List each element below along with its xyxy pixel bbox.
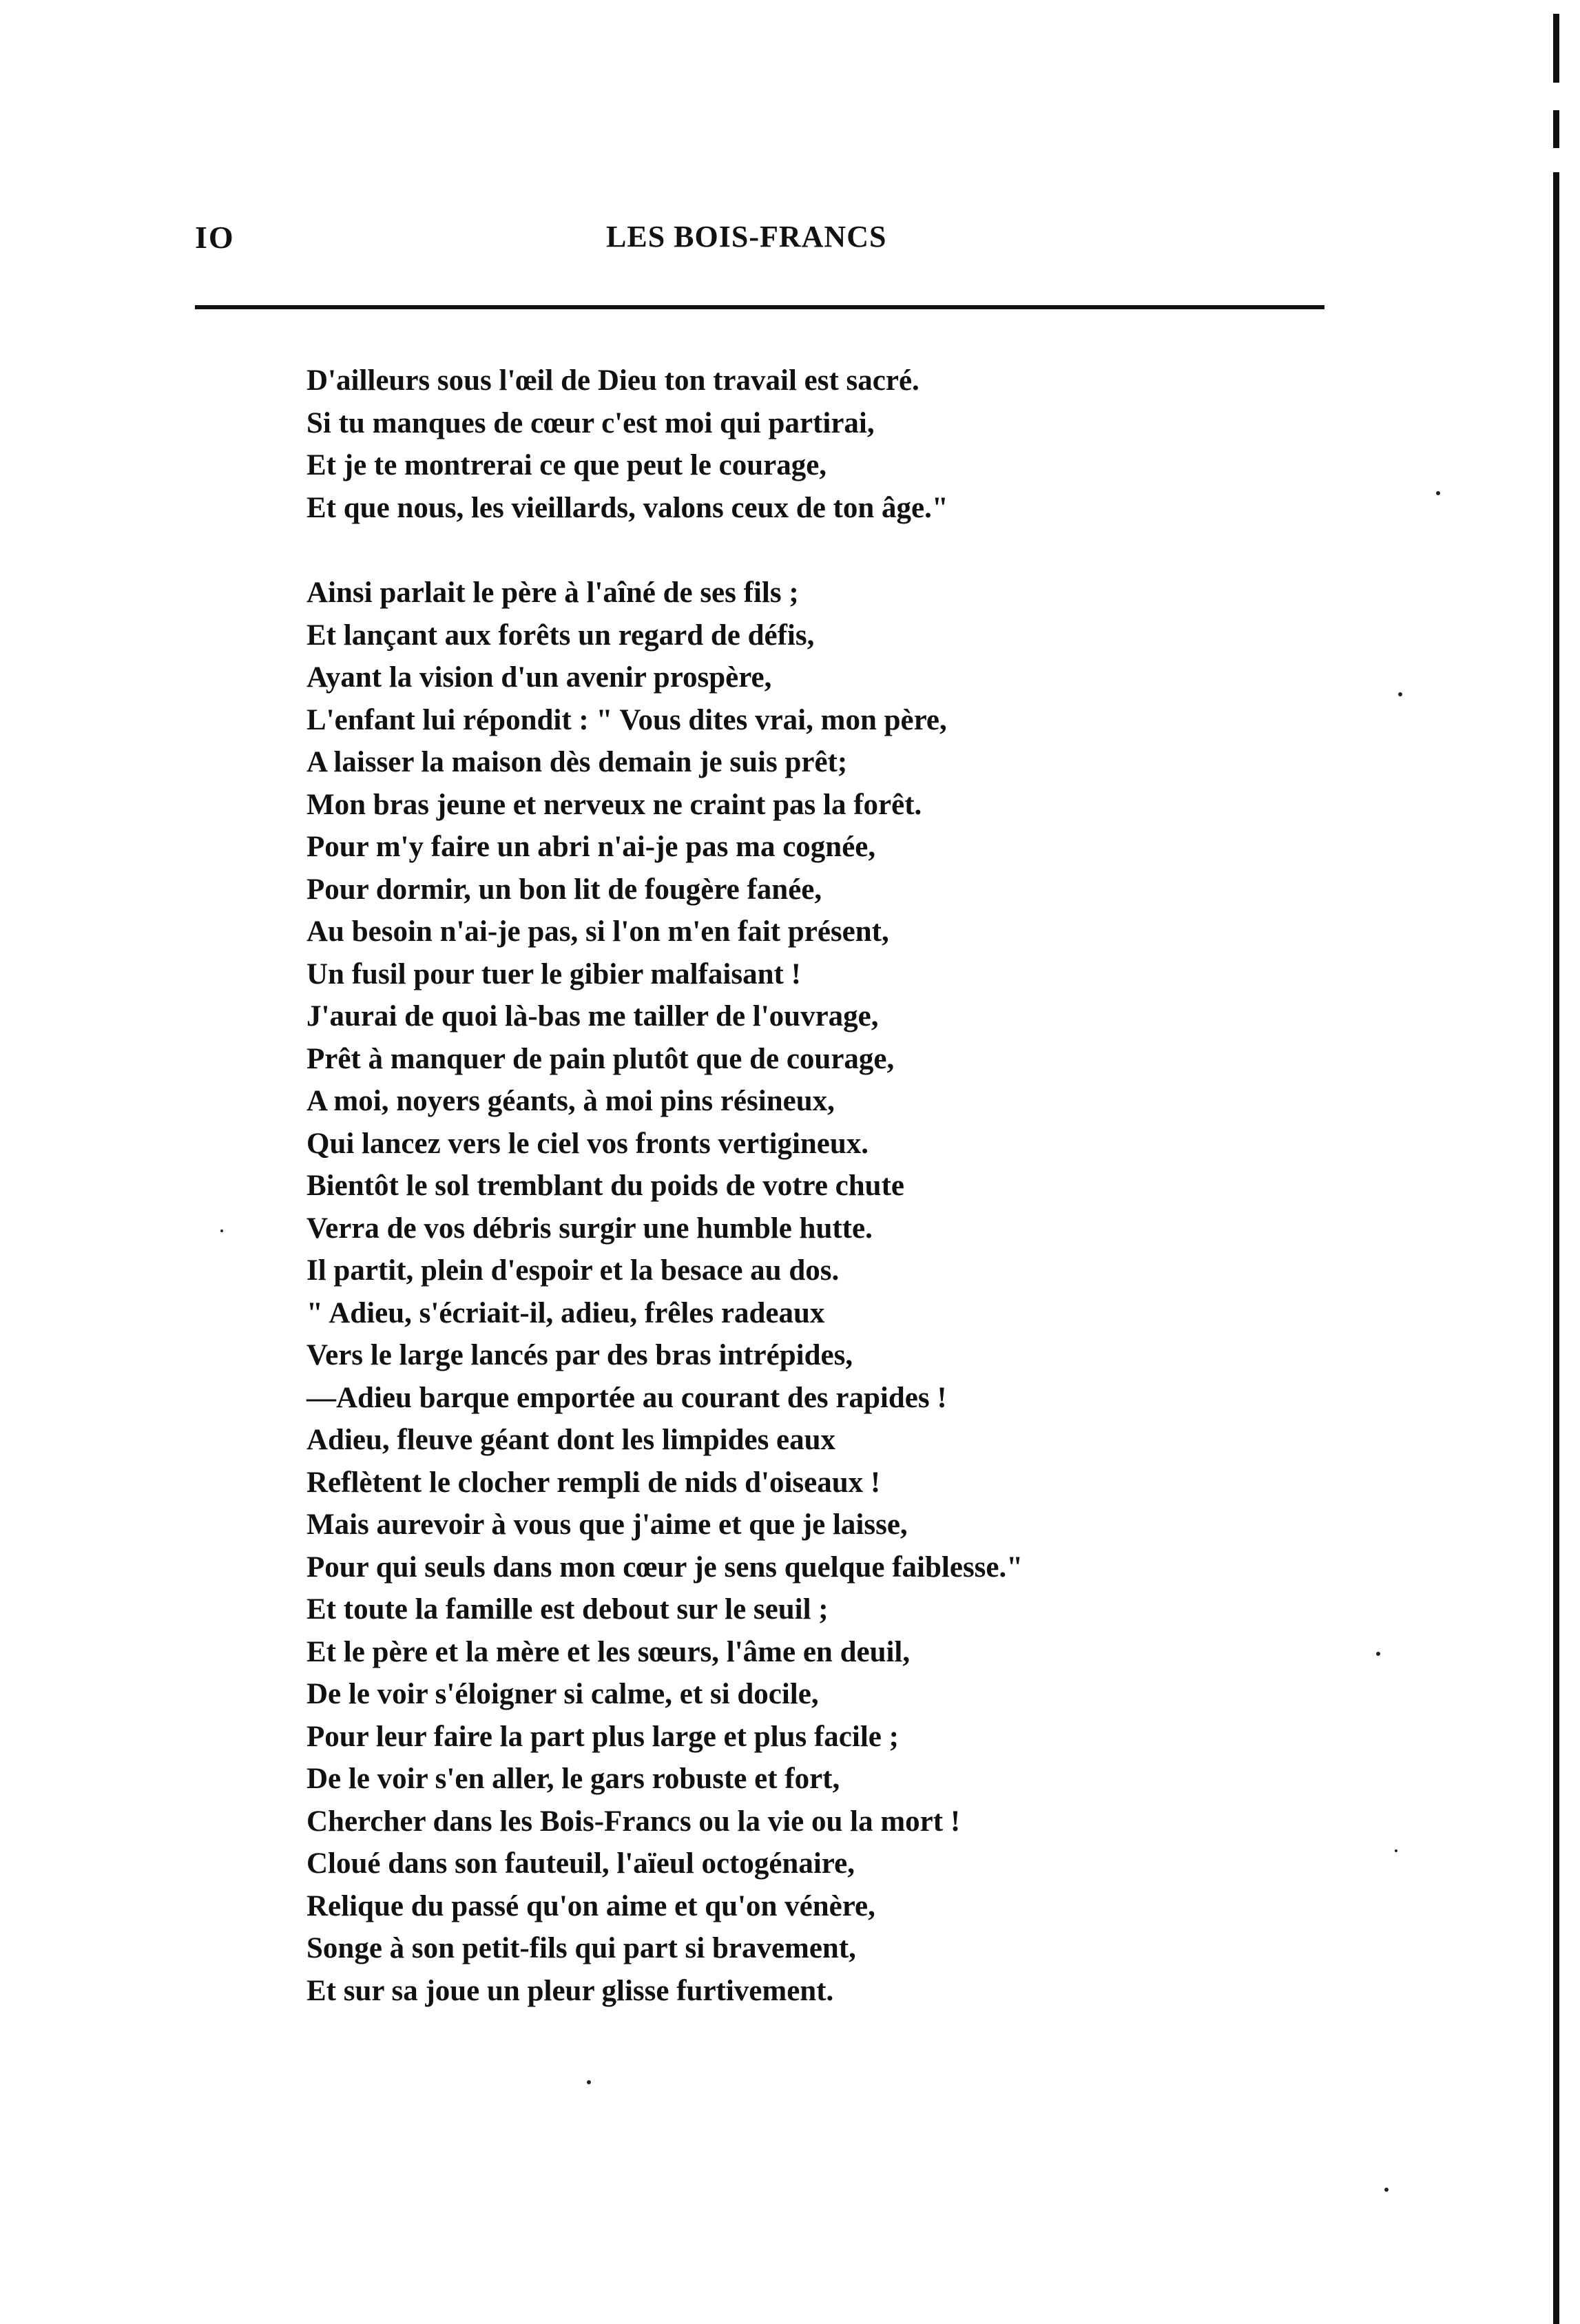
verse-line: Au besoin n'ai-je pas, si l'on m'en fait présent, [306, 915, 889, 948]
scan-speck [1398, 692, 1402, 696]
verse-line: Et lançant aux forêts un regard de défis, [306, 619, 815, 652]
verse-line: Mon bras jeune et nerveux ne craint pas la forêt. [306, 788, 922, 821]
verse-line: Mais aurevoir à vous que j'aime et que je laisse, [306, 1508, 908, 1541]
scan-speck [220, 1230, 223, 1232]
verse-line: De le voir s'en aller, le gars robuste et fort, [306, 1763, 840, 1795]
verse-line: Verra de vos débris surgir une humble hutte. [306, 1212, 873, 1245]
verse-line: Songe à son petit-fils qui part si bravement, [306, 1932, 856, 1964]
verse-line: Adieu, fleuve géant dont les limpides eaux [306, 1424, 836, 1456]
verse-line: J'aurai de quoi là-bas me tailler de l'ouvrage, [306, 1000, 879, 1033]
running-title: LES BOIS-FRANCS [606, 220, 887, 253]
page-number: IO [195, 220, 235, 255]
verse-line: —Adieu barque emportée au courant des rapides ! [306, 1381, 947, 1414]
verse-line: Et je te montrerai ce que peut le courage, [306, 449, 827, 481]
verse-line: Ayant la vision d'un avenir prospère, [306, 661, 772, 694]
verse-line: Chercher dans les Bois-Francs ou la vie ou la mort ! [306, 1805, 961, 1838]
verse-line: A laisser la maison dès demain je suis prêt; [306, 746, 848, 778]
verse-line: Et le père et la mère et les sœurs, l'âme en deuil, [306, 1635, 911, 1668]
verse-line: Cloué dans son fauteuil, l'aïeul octogénaire, [306, 1847, 855, 1880]
verse-line: Reflètent le clocher rempli de nids d'oiseaux ! [306, 1466, 881, 1499]
right-page-edge-gap [1550, 148, 1563, 172]
stanza-2 [306, 572, 1023, 2012]
header-rule [195, 305, 1324, 309]
stanza-1 [306, 360, 948, 529]
verse-line: Si tu manques de cœur c'est moi qui partirai, [306, 406, 875, 439]
verse-line: Pour qui seuls dans mon cœur je sens quelque faiblesse." [306, 1550, 1023, 1584]
right-page-edge-gap [1550, 83, 1563, 110]
verse-line: Un fusil pour tuer le gibier malfaisant ! [306, 957, 801, 990]
verse-line: Qui lancez vers le ciel vos fronts vertigineux. [306, 1127, 869, 1160]
verse-line: Pour m'y faire un abri n'ai-je pas ma cognée, [306, 831, 876, 863]
scan-speck [587, 2080, 591, 2084]
scan-speck [1436, 491, 1440, 495]
scan-speck [1384, 2188, 1389, 2192]
verse-line: Bientôt le sol tremblant du poids de votre chute [306, 1170, 904, 1202]
verse-line: Il partit, plein d'espoir et la besace au dos. [306, 1254, 840, 1287]
verse-line: Vers le large lancés par des bras intrépides, [306, 1339, 853, 1371]
verse-line: Et sur sa joue un pleur glisse furtivement. [306, 1974, 834, 2007]
verse-line: Et que nous, les vieillards, valons ceux de ton âge." [306, 491, 948, 524]
verse-line: D'ailleurs sous l'œil de Dieu ton travail est sacré. [306, 364, 919, 397]
right-page-edge [1553, 14, 1559, 2324]
verse-line: A moi, noyers géants, à moi pins résineux, [306, 1085, 835, 1117]
verse-line: Prêt à manquer de pain plutôt que de courage, [306, 1042, 895, 1075]
scan-speck [1376, 1652, 1380, 1656]
verse-line: Pour leur faire la part plus large et plus facile ; [306, 1720, 899, 1753]
verse-line: L'enfant lui répondit : " Vous dites vrai, mon père, [306, 703, 947, 736]
verse-line: Relique du passé qu'on aime et qu'on vénère, [306, 1889, 875, 1922]
verse-line: Ainsi parlait le père à l'aîné de ses fils ; [306, 577, 799, 609]
verse-line: Et toute la famille est debout sur le seuil ; [306, 1593, 829, 1626]
verse-line: " Adieu, s'écriait-il, adieu, frêles radeaux [306, 1296, 825, 1329]
scan-speck [1395, 1849, 1397, 1852]
verse-line: Pour dormir, un bon lit de fougère fanée, [306, 873, 822, 906]
verse-line: De le voir s'éloigner si calme, et si docile, [306, 1678, 819, 1710]
